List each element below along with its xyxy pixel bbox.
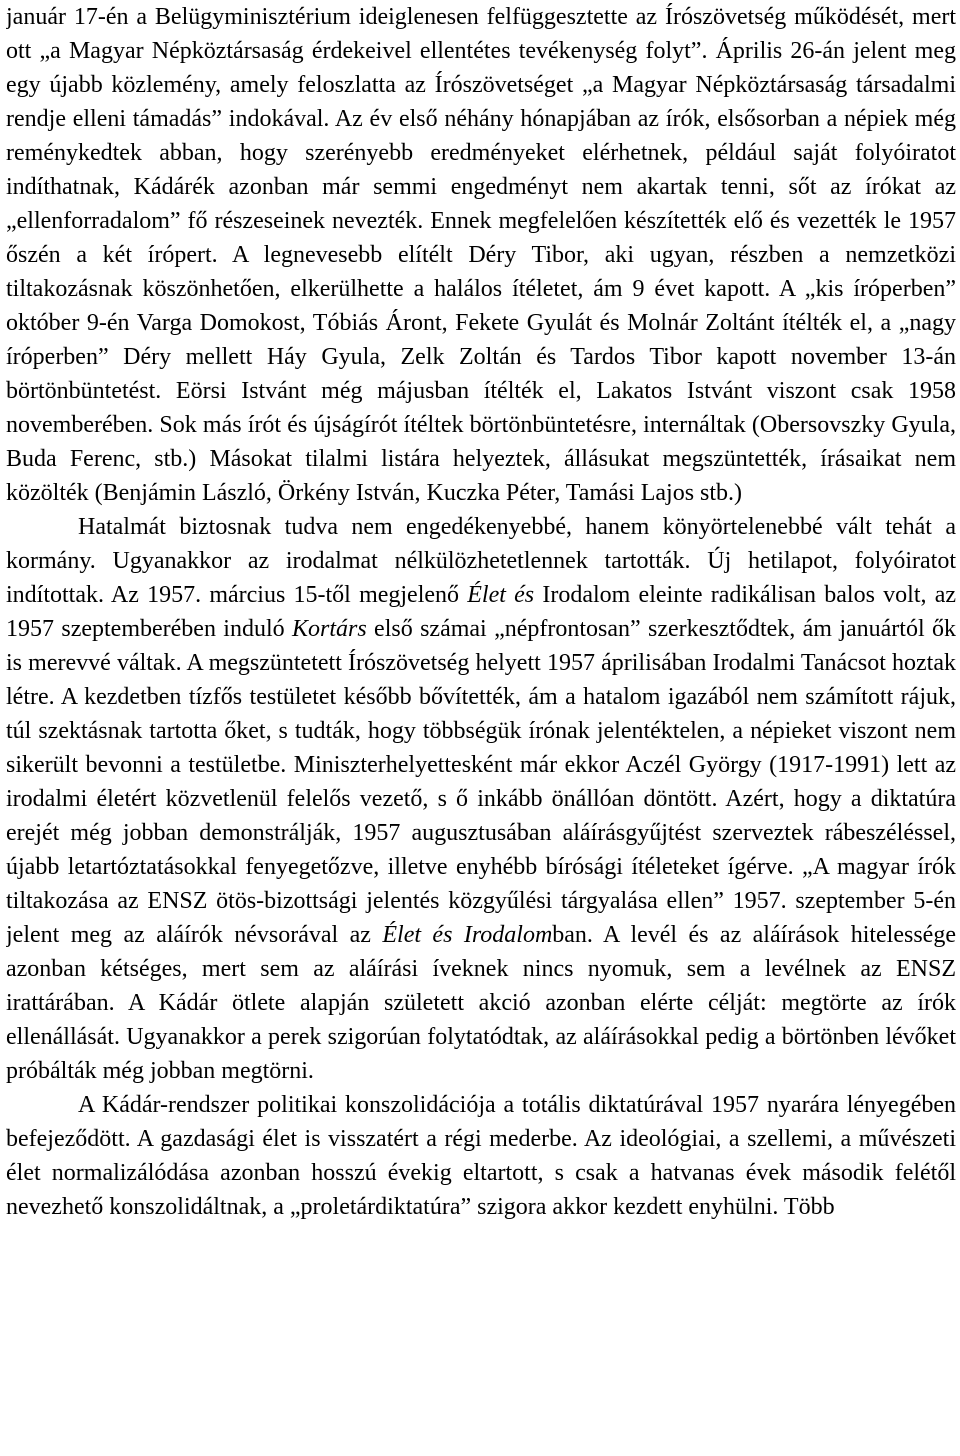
paragraph-2-text-3: első számai „népfrontosan” szerkesztődtek, ám januártól ők is merevvé váltak. A megszüntetett Írószövetség helyett 1957 áprilisában Irodalmi Tanácsot hoztak létre. A kezdetben tízfős testületet később bővítették, ám a hatalom igazából nem számított rájuk, túl szektásnak tartotta őket, s tudták, hogy többségük írónak jelentéktelen, a népieket viszont nem sikerült bevonni a testületbe. Miniszterhelyettesként már ekkor Aczél György (1917-1991) lett az irodalmi életért közvetlenül felelős vezető, s ő inkább önállóan döntött. Azért, hogy a diktatúra erejét még jobban demonstrálják, 1957 augusztusában aláírásgyűjtést szerveztek rábeszéléssel, újabb letartóztatásokkal fenyegetőzve, illetve enyhébb bírósági ítéleteket ígérve. „A magyar írók tiltakozása az ENSZ ötös-bizottsági jelentés közgyűlési tárgyalása ellen” 1957. szeptember 5-én jelent meg az aláírók névsorával az [6,616,956,948]
paragraph-1 [6,0,956,510]
document-page [6,0,956,1456]
journal-title-kortars: Kortárs [292,616,367,642]
paragraph-2-text-2: Irodalom eleinte radikálisan balos volt, az 1957 szeptemberében induló [6,582,956,642]
paragraph-2 [6,510,956,1088]
paragraph-3 [6,1088,956,1224]
journal-title-elet-es-irodalom: Élet és Irodalom [382,922,553,948]
paragraph-3-text: A Kádár-rendszer politikai konszolidációja a totális diktatúrával 1957 nyarára lényegében befejeződött. A gazdasági élet is visszatért a régi mederbe. Az ideológiai, a szellemi, a művészeti élet normalizálódása azonban hosszú évekig eltartott, s csak a hatvanas évek második felétől nevezhető konszolidáltnak, a „proletárdiktatúra” szigora akkor kezdett enyhülni. Több [6,1092,956,1220]
paragraph-1-text: január 17-én a Belügyminisztérium ideiglenesen felfüggesztette az Írószövetség működését, mert ott „a Magyar Népköztársaság érdekeivel ellentétes tevékenység folyt”. Április 26-án jelent meg egy újabb közlemény, amely feloszlatta az Írószövetséget „a Magyar Népköztársaság társadalmi rendje elleni támadás” indokával. Az év első néhány hónapjában az írók, elsősorban a népiek még reménykedtek abban, hogy szerényebb eredményeket elérhetnek, például saját folyóiratot indíthatnak, Kádárék azonban már semmi engedményt nem akartak tenni, sőt az írókat az „ellenforradalom” fő részeseinek nevezték. Ennek megfelelően készítették elő és vezették le 1957 őszén a két írópert. A legnevesebb elítélt Déry Tibor, aki ugyan, részben a nemzetközi tiltakozásnak köszönhetően, elkerülhette a halálos ítéletet, ám 9 évet kapott. A „kis íróperben” október 9-én Varga Domokost, Tóbiás Áront, Fekete Gyulát és Molnár Zoltánt ítélték el, a „nagy íróperben” Déry mellett Háy Gyula, Zelk Zoltán és Tardos Tibor kapott november 13-án börtönbüntetést. Eörsi Istvánt még májusban ítélték el, Lakatos Istvánt viszont csak 1958 novemberében. Sok más írót és újságírót ítéltek börtönbüntetésre, internáltak (Obersovszky Gyula, Buda Ferenc, stb.) Másokat tilalmi listára helyeztek, állásukat megszüntették, írásaikat nem közölték (Benjámin László, Örkény István, Kuczka Péter, Tamási Lajos stb.) [6,4,956,506]
paragraph-2-text-1: Hatalmát biztosnak tudva nem engedékenyebbé, hanem könyörtelenebbé vált tehát a kormány. Ugyanakkor az irodalmat nélkülözhetetlennek tartották. Új hetilapot, folyóiratot indítottak. Az 1957. március 15-től megjelenő [6,514,956,608]
paragraph-2-text-4: ban. A levél és az aláírások hitelessége azonban kétséges, mert sem az aláírási íveknek nincs nyomuk, sem a levélnek az ENSZ irattárában. A Kádár ötlete alapján született akció azonban elérte célját: megtörte az írók ellenállását. Ugyanakkor a perek szigorúan folytatódtak, az aláírásokkal pedig a börtönben lévőket próbálták még jobban megtörni. [6,922,956,1084]
journal-title-elet-es: Élet és [467,582,535,608]
